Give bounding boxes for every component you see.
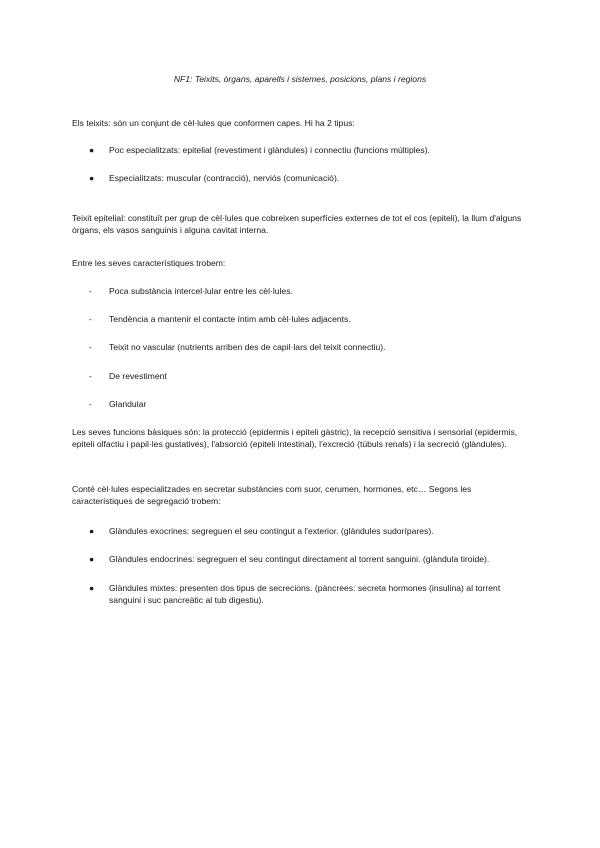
bullet-icon: ● [89,583,95,593]
dash-icon: - [89,314,92,324]
list-item-text: De revestiment [109,371,167,381]
dash-icon: - [89,371,92,381]
intro-text: Els teixits: són un conjunt de cèl·lules que conformen capes. Hi ha 2 tipus: [72,118,355,128]
list-item-text: Glàndules endocrines: segreguen el seu contingut directament al torrent sanguini. (glàndula tiroide). [109,554,490,564]
epithelial-text: Teixit epitelial: constituït per grup de cèl·lules que cobreixen superfícies externes de tot el cos (epiteli), la llum d'alguns òrgans, els vasos sanguinis i alguna cavitat interna. [72,213,522,235]
dash-icon: - [89,342,92,352]
bullet-icon: ● [89,173,95,183]
dash-icon: - [89,286,92,296]
bullet-icon: ● [89,526,95,536]
list-item-text: Poc especialitzats: epitelial (revestiment i glàndules) i connectiu (funcions múltiples). [109,145,430,155]
list-item-text: Teixit no vascular (nutrients arriben des de capil·lars del teixit connectiu). [109,342,386,352]
list-item-text: Tendència a mantenir el contacte íntim amb cèl·lules adjacents. [109,314,351,324]
secretion-text: Conté cèl·lules especialitzades en secretar substàncies com suor, cerumen, hormones, etc… Segons les característiques de segregació trobem: [72,484,472,506]
page-title: NF1: Teixits, òrgans, aparells i sistemes, posicions, plans i regions [173,74,427,84]
characteristics-intro-text: Entre les seves característiques trobem: [72,258,226,268]
list-item-text: Especialitzats: muscular (contracció), nerviós (comunicació). [109,173,340,183]
list-item-text: Glàndules exocrines: segreguen el seu contingut a l'exterior. (glàndules sudorípares). [109,526,434,536]
secretion-paragraph [72,483,528,507]
epithelial-paragraph [72,212,528,236]
list-item-text: Glandular [109,399,147,409]
bullet-icon: ● [89,554,95,564]
dash-icon: - [89,399,92,409]
bullet-icon: ● [89,145,95,155]
list-item-text: Poca substància intercel·lular entre les cèl·lules. [109,286,293,296]
characteristics-intro [72,257,528,269]
functions-text: Les seves funcions bàsiques són: la protecció (epidermis i epiteli gàstric), la recepció sensitiva i sensorial (epidermis, epiteli olfactiu i papil·les gustatives), l'absorció (epiteli intestinal), l'excreció (túbuls renals) i la secreció (glàndules). [72,427,518,449]
functions-paragraph [72,426,528,450]
list-item-text: Glàndules mixtes: presenten dos tipus de secrecions. (pàncrees: secreta hormones (insulina) al torrent sanguini i suc pancreàtic al tub digestiu). [109,583,501,605]
intro-paragraph [72,117,528,129]
